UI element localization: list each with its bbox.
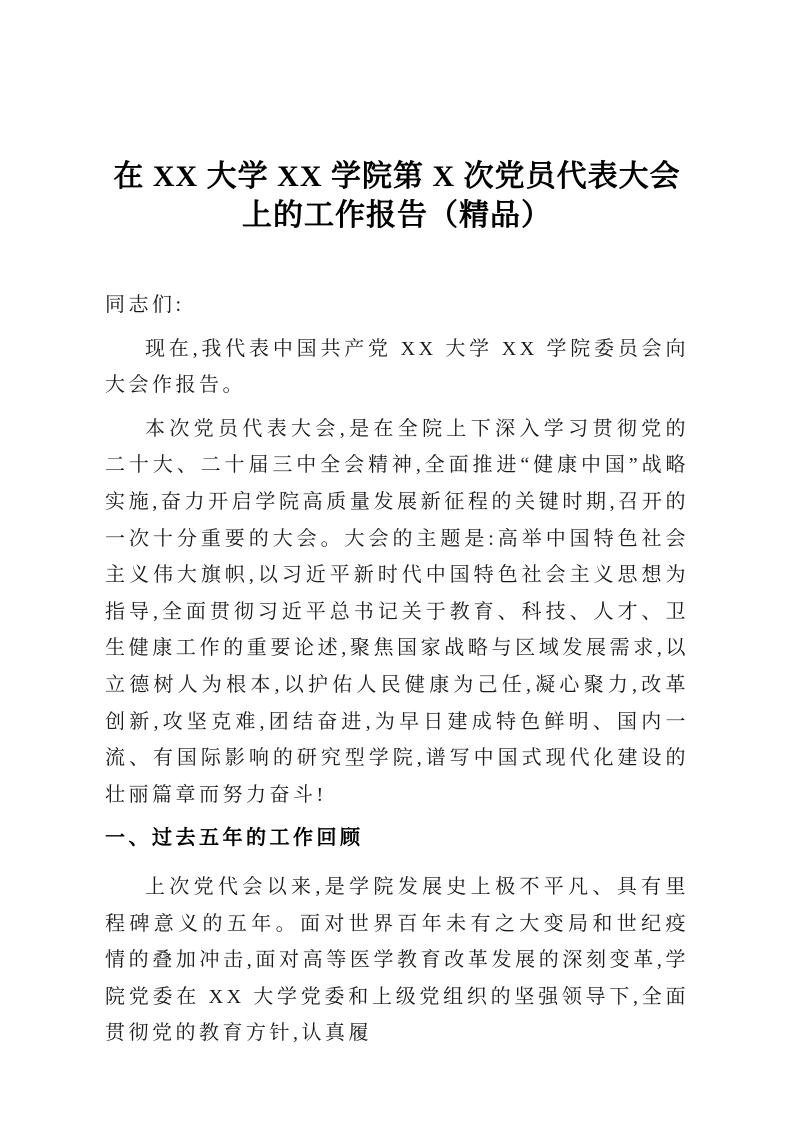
section-heading-work-review: 一、过去五年的工作回顾 (105, 827, 364, 850)
paragraph-report-intro: 现在,我代表中国共产党 XX 大学 XX 学院委员会向大会作报告。 (105, 337, 689, 397)
paragraph-past-five-years: 上次党代会以来,是学院发展史上极不平凡、具有里程碑意义的五年。面对世界百年未有之大变局和世纪疫情的叠加冲击,面对高等医学教育改革发展的深刻变革,学院党委在 XX 大学党委和上级党组织的坚强领导下,全面贯彻党的教育方针,认真履 (105, 875, 689, 1045)
document-title: 在 XX 大学 XX 学院第 X 次党员代表大会上的工作报告（精品） (113, 160, 681, 232)
salutation: 同志们: (105, 294, 185, 316)
paragraph-congress-theme: 本次党员代表大会,是在全院上下深入学习贯彻党的二十大、二十届三中全会精神,全面推进“健康中国”战略实施,奋力开启学院高质量发展新征程的关键时期,召开的一次十分重要的大会。大会的主题是:高举中国特色社会主义伟大旗帜,以习近平新时代中国特色社会主义思想为指导,全面贯彻习近平总书记关于教育、科技、人才、卫生健康工作的重要论述,聚焦国家战略与区域发展需求,以立德树人为根本,以护佑人民健康为己任,凝心聚力,改革创新,攻坚克难,团结奋进,为早日建成特色鲜明、国内一流、有国际影响的研究型学院,谱写中国式现代化建设的壮丽篇章而努力奋斗! (105, 417, 689, 806)
